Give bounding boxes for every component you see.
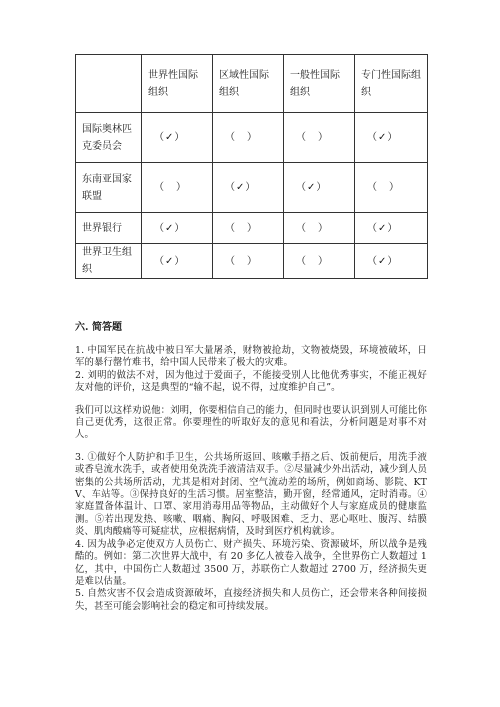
- check-mark: （✓）: [154, 255, 186, 267]
- header-cell-empty: [76, 55, 142, 113]
- check-mark: （ ）: [296, 222, 329, 234]
- answer-block: [75, 345, 427, 613]
- check-mark: （ ）: [154, 182, 187, 193]
- answer-paragraph-2: 2. 刘明的做法不对，因为他过于爱面子，不能接受别人比他优秀事实，不能正视好友对他的评价，这是典型的“输不起，说不得，过度维护自己”。: [75, 369, 427, 394]
- table-row: [76, 113, 428, 163]
- mark-cell: [142, 244, 213, 279]
- table-row: [76, 213, 428, 244]
- answer-paragraph-2-advice: 我们可以这样劝说他：刘明，你要相信自己的能力，但同时也要认识到别人可能比你自己更优秀，这很正常。你要理性的听取好友的意见和看法，分析问题是对事不对人。: [75, 404, 427, 441]
- answer-paragraph-4: 4. 因为战争必定使双方人员伤亡、财产损失、环境污染、资源破坏，所以战争是残酷的。例如：第二次世界大战中，有 20 多亿人被卷入战争，全世界伤亡人数超过 1 亿，其中，中国伤亡人数超过 3500 万，苏联伤亡人数超过 2700 万，经济损失更是难以估量。: [75, 538, 427, 587]
- table-row: [76, 163, 428, 213]
- header-cell-regional-org: 区域性国际组织: [213, 55, 284, 113]
- mark-cell: [213, 244, 284, 279]
- check-mark: （✓）: [367, 222, 399, 234]
- mark-cell: [213, 213, 284, 244]
- mark-cell: [355, 113, 428, 163]
- check-mark: （ ）: [225, 132, 258, 143]
- answer-paragraph-5: 5. 自然灾害不仅会造成资源破坏，直接经济损失和人员伤亡，还会带来各种间接损失，甚至可能会影响社会的稳定和可持续发展。: [75, 588, 427, 612]
- mark-cell: [355, 213, 428, 244]
- check-mark: （ ）: [296, 132, 329, 143]
- header-cell-general-org: 一般性国际组织: [284, 55, 355, 113]
- check-mark: （✓）: [154, 222, 186, 234]
- mark-cell: [142, 163, 213, 213]
- check-mark: （✓）: [296, 182, 328, 193]
- header-cell-global-org: 世界性国际组织: [142, 55, 213, 113]
- table-row: [76, 244, 428, 279]
- section-title: 六. 简答题: [75, 322, 122, 333]
- mark-cell: [284, 113, 355, 163]
- check-mark: （ ）: [367, 182, 400, 193]
- mark-cell: [213, 113, 284, 163]
- org-name-cell: 世界银行: [76, 213, 142, 244]
- org-name-cell: 东南亚国家联盟: [76, 163, 142, 213]
- mark-cell: [284, 244, 355, 279]
- table-header-row: [76, 55, 428, 113]
- answer-paragraph-1: 1. 中国军民在抗战中被日军大量屠杀，财物被抢劫，文物被烧毁，环境被破坏，日军的暴行罄竹难书，给中国人民带来了极大的灾难。: [75, 345, 427, 369]
- mark-cell: [355, 244, 428, 279]
- mark-cell: [284, 163, 355, 213]
- mark-cell: [213, 163, 284, 213]
- mark-cell: [284, 213, 355, 244]
- check-mark: （✓）: [367, 255, 399, 267]
- mark-cell: [142, 113, 213, 163]
- check-mark: （✓）: [225, 182, 257, 193]
- mark-cell: [355, 163, 428, 213]
- check-mark: （ ）: [296, 255, 329, 267]
- check-mark: （ ）: [225, 255, 258, 267]
- header-cell-specialized-org: 专门性国际组织: [355, 55, 428, 113]
- check-mark: （ ）: [225, 222, 258, 234]
- organization-classification-table: [75, 54, 428, 279]
- answer-paragraph-3: 3. ①做好个人防护和手卫生，公共场所返回、咳嗽手捂之后、饭前便后，用洗手液或香皂流水洗手，或者使用免洗洗手液清洁双手。②尽量减少外出活动，减少到人员密集的公共场所活动，尤其是相对封闭、空气流动差的场所，例如商场、影院、KTV、车站等。③保持良好的生活习惯。居室整洁，勤开窗，经常通风，定时消毒。④家庭置备体温计、口罩、家用消毒用品等物品，主动做好个人与家庭成员的健康监测。⑤若出现发热、咳嗽、咽痛、胸闷、呼吸困难、乏力、恶心呕吐、腹泻、结膜炎、肌肉酸痛等可疑症状，应根据病情，及时到医疗机构就诊。: [75, 451, 427, 538]
- org-name-cell: 世界卫生组织: [76, 244, 142, 279]
- check-mark: （✓）: [154, 132, 186, 143]
- org-name-cell: 国际奥林匹克委员会: [76, 113, 142, 163]
- check-mark: （✓）: [367, 132, 399, 143]
- mark-cell: [142, 213, 213, 244]
